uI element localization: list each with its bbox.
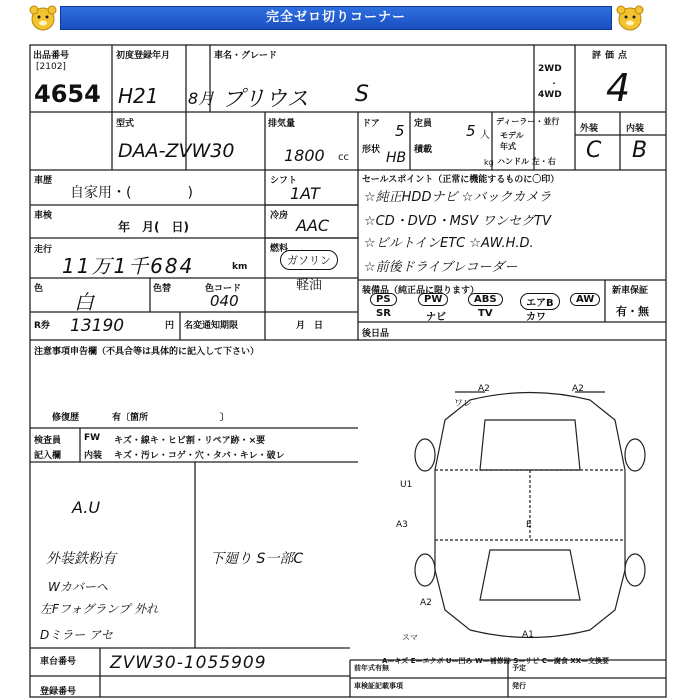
load-unit: kg xyxy=(484,158,494,167)
inspect-value: 年 月( 日) xyxy=(118,220,189,234)
damage-mark: A2 xyxy=(478,384,490,394)
damage-mark: U1 xyxy=(400,480,413,490)
damage-mark: E xyxy=(526,520,532,530)
ext-value: C xyxy=(586,138,602,163)
inspect-label: 車検 xyxy=(34,211,53,221)
shape-label: 形状 xyxy=(362,145,381,155)
dealer-label: ディーラー・並行 xyxy=(496,117,560,126)
cap-unit: 人 xyxy=(480,130,490,141)
mileage-value: 11万1千684 xyxy=(62,254,195,278)
remark-line: Wカバーヘ xyxy=(48,580,108,594)
inspector-label: 検査員 xyxy=(34,436,62,446)
damage-mark: A3 xyxy=(396,520,408,530)
nai-items: キズ・汚レ・コゲ・穴・タバ・キレ・破レ xyxy=(114,451,285,461)
new-warranty-label: 新車保証 xyxy=(612,286,649,296)
sales-item: ☆前後ドライブレコーダー xyxy=(364,260,518,275)
cc-label: 排気量 xyxy=(268,119,296,129)
aftersheet-title: 後日品 xyxy=(362,329,390,339)
damage-mark: ワレ xyxy=(454,399,473,409)
ext-label: 外装 xyxy=(580,124,599,134)
equip-aw: AW xyxy=(570,293,600,306)
equip-abs: ABS xyxy=(468,293,503,306)
fuel-value: ガソリン xyxy=(280,250,338,270)
equip-leather: カワ xyxy=(526,312,546,323)
int-value: B xyxy=(632,138,648,163)
colorcode-value: 040 xyxy=(210,292,239,310)
equip-pw: PW xyxy=(418,293,448,306)
new-warranty-value: 有・無 xyxy=(616,305,649,318)
area-label: 発行 xyxy=(512,682,526,690)
cc-unit: cc xyxy=(338,152,349,163)
shape-value: HB xyxy=(386,150,407,166)
damage-mark: A2 xyxy=(420,598,432,608)
model-label: 車名・グレード xyxy=(214,51,278,61)
int-label: 内装 xyxy=(626,124,645,134)
fuel-alt: 軽油 xyxy=(296,278,323,293)
shift-label: シフト xyxy=(270,176,298,186)
nai-label: 内装 xyxy=(84,451,103,461)
mileage-label: 走行 xyxy=(34,245,53,255)
use-value: 自家用・( ) xyxy=(70,185,193,201)
reg-month: 8月 xyxy=(188,89,215,108)
remark-line: A.U xyxy=(72,498,101,517)
drive-2wd: 2WD xyxy=(538,64,562,74)
equip-sr: SR xyxy=(376,308,391,319)
equip-ps: PS xyxy=(370,293,397,306)
repair-value: 有〔箇所 〕 xyxy=(112,413,230,423)
nameplate-label: 名変通知期限 xyxy=(184,321,239,331)
load-label: 積載 xyxy=(414,145,433,155)
fw-label: FW xyxy=(84,433,101,443)
model-name: プリウス xyxy=(222,87,309,112)
equip-airbag: エアB xyxy=(520,293,560,310)
grade: S xyxy=(355,82,369,107)
sales-item: ☆純正HDDナビ ☆バックカメラ xyxy=(364,190,552,205)
damage-legend: A—キズ E—エクボ U—凹み W—補修跡 S—サビ C—腐食 XX—交換要 xyxy=(382,657,610,665)
score-label: 評価点 xyxy=(592,51,632,61)
reg-label: 初度登録年月 xyxy=(116,51,171,61)
door-label: ドア xyxy=(362,119,380,129)
cap-value: 5 xyxy=(466,122,476,140)
banner-title: 完全ゼロ切りコーナー xyxy=(60,6,612,30)
mileage-unit: km xyxy=(232,262,248,272)
chassis-value: ZVW30-1055909 xyxy=(110,653,267,673)
chassis-label: 車台番号 xyxy=(40,657,77,667)
sales-title: セールスポイント（正常に機能するものに〇印） xyxy=(362,175,560,185)
shift-value: 1AT xyxy=(290,184,320,203)
remark-line: Dミラー アセ xyxy=(40,628,113,642)
lot-label: 出品番号 xyxy=(33,51,70,61)
ac-label: 冷房 xyxy=(270,211,289,221)
ticket-unit: 円 xyxy=(165,321,175,331)
fuel-label: 燃料 xyxy=(270,244,289,254)
remark-line: 外装鉄粉有 xyxy=(46,551,116,567)
equip-navi: ナビ xyxy=(426,312,446,323)
fw-items: キズ・線キ・ヒビ割・リペア跡・×要 xyxy=(114,436,266,446)
color-value: 白 xyxy=(74,290,94,314)
prev-label: 前年式有無 xyxy=(354,664,389,672)
score-value: 4 xyxy=(606,66,631,110)
damage-mark: A2 xyxy=(572,384,584,394)
cap-label: 定員 xyxy=(414,119,433,129)
prev-sub: 予定 xyxy=(512,664,526,672)
color-label: 色 xyxy=(34,284,44,294)
damage-mark: A1 xyxy=(522,630,534,640)
model-year-label: モデル年式 xyxy=(500,131,524,151)
sales-item: ☆CD・DVD・MSV ワンセグTV xyxy=(364,214,551,229)
equip-tv: TV xyxy=(478,308,493,319)
lot-number: 4654 xyxy=(34,80,101,108)
notes-label: 注意事項申告欄（不具合等は具体的に記入して下さい） xyxy=(34,347,260,357)
use-label: 車歴 xyxy=(34,176,53,186)
equip-title: 装備品（純正品に限ります） xyxy=(362,286,480,296)
colorno-label: 色替 xyxy=(153,284,172,294)
door-value: 5 xyxy=(395,122,405,140)
inspector-label-2: 記入欄 xyxy=(34,451,62,461)
ticket-value: 13190 xyxy=(70,316,125,336)
reg-year: H21 xyxy=(118,84,159,108)
sales-item: ☆ビルトインETC ☆AW.H.D. xyxy=(364,236,534,251)
drive-dot: ・ xyxy=(550,79,558,88)
lot-sub: [2102] xyxy=(36,62,66,72)
ticket-label: R券 xyxy=(34,321,50,331)
colorcode-label: 色コード xyxy=(205,284,242,294)
remark-line: 左Fフォグランプ 外れ xyxy=(40,602,159,616)
cc-value: 1800 xyxy=(284,146,325,165)
repair-label: 修復歴 xyxy=(52,413,80,423)
remark-line: 下廻り S一部C xyxy=(210,551,304,567)
reg-number-label: 登録番号 xyxy=(40,687,77,697)
type-label: 型式 xyxy=(116,119,135,129)
drive-4wd: 4WD xyxy=(538,90,562,100)
ac-value: AAC xyxy=(296,216,330,235)
handle-label: ハンドル 左・右 xyxy=(497,157,556,166)
type-value: DAA-ZVW30 xyxy=(118,140,235,162)
nameplate-value: 月 日 xyxy=(296,321,324,331)
cert-label: 車検証記載事項 xyxy=(354,682,403,690)
damage-mark: スマ xyxy=(402,633,418,642)
